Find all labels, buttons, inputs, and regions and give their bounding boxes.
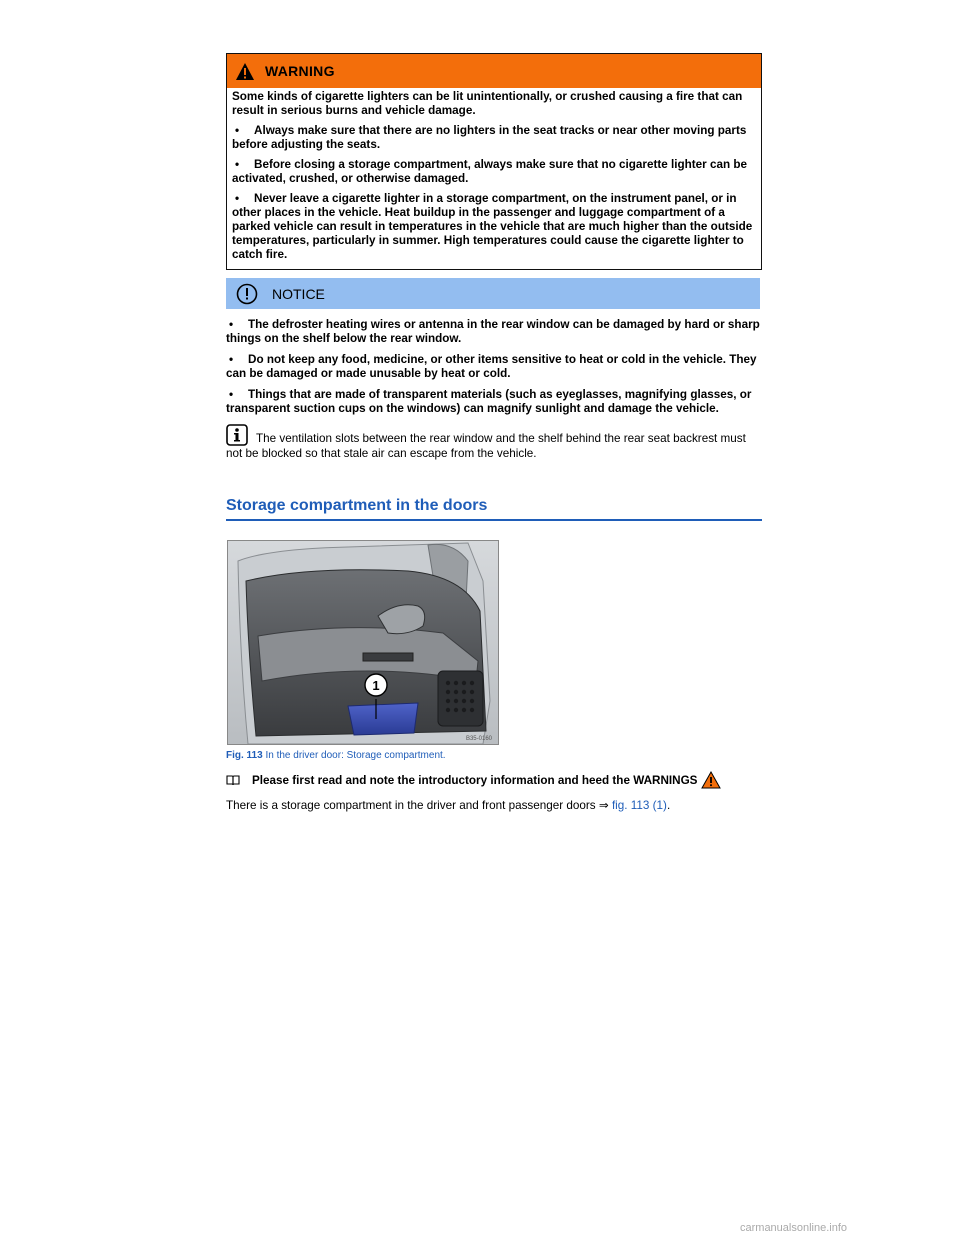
door-illustration [227, 540, 499, 745]
warning-body [227, 88, 761, 269]
read-first-note [226, 771, 721, 789]
warning-bullet: • Never leave a cigarette lighter in a storage compartment, on the instrument panel, or in other places in the vehicle. Heat buildup in the passenger and luggage compartment of a parked vehicle can result in temperatures in the vehicle that are much higher than the outside temperatures, particularly in summer. High temperatures could cause the cigarette lighter to catch fire. [232, 192, 753, 261]
warning-triangle-icon[interactable] [701, 771, 721, 789]
warning-header [227, 54, 761, 88]
body-paragraph [226, 798, 670, 812]
door-illustration-drawing [228, 541, 498, 744]
info-icon [226, 424, 248, 446]
notice-header [226, 278, 760, 309]
notice-bullet: • Things that are made of transparent materials (such as eyeglasses, magnifying glasses, or transparent suction cups on the windows) can magnify sunlight and damage the vehicle. [226, 388, 752, 415]
info-note-text: The ventilation slots between the rear window and the shelf behind the rear seat backrest must not be blocked so that stale air can escape from the vehicle. [226, 432, 746, 460]
info-note [226, 424, 760, 461]
body-paragraph-text: There is a storage compartment in the driver and front passenger doors ⇒ [226, 799, 609, 812]
notice-bullet: • The defroster heating wires or antenna in the rear window can be damaged by hard or sharp things on the shelf below the rear window. [226, 318, 760, 345]
section-heading: Storage compartment in the doors [226, 497, 762, 521]
watermark: carmanualsonline.info [740, 1222, 848, 1234]
warning-title: WARNING [265, 63, 335, 79]
notice-box [226, 278, 760, 423]
figure-caption-label: Fig. 113 [226, 750, 263, 761]
read-first-text: Please first read and note the introductory information and heed the WARNINGS [252, 773, 698, 787]
warning-box [226, 53, 762, 270]
exclamation-circle-icon [236, 283, 258, 305]
notice-body [226, 309, 760, 416]
callout-number: 1 [372, 678, 380, 693]
warning-triangle-icon [235, 62, 255, 81]
warning-bullet: • Always make sure that there are no lighters in the seat tracks or near other moving parts before adjusting the seats. [232, 124, 747, 151]
figure-code: B35-0160 [465, 736, 492, 742]
figure-reference-link[interactable]: fig. 113 (1) [611, 799, 667, 812]
book-icon [226, 775, 240, 786]
notice-title: NOTICE [272, 285, 325, 302]
figure-caption-text: In the driver door: Storage compartment. [265, 750, 446, 761]
warning-intro: Some kinds of cigarette lighters can be lit unintentionally, or crushed causing a fire that can result in serious burns and vehicle damage. [232, 90, 743, 117]
body-paragraph-end: . [666, 799, 671, 812]
warning-bullet: • Before closing a storage compartment, always make sure that no cigarette lighter can be activated, crushed, or otherwise damaged. [232, 158, 747, 185]
notice-bullet: • Do not keep any food, medicine, or other items sensitive to heat or cold in the vehicle. They can be damaged or made unusable by heat or cold. [226, 353, 757, 380]
figure-caption [226, 750, 446, 761]
